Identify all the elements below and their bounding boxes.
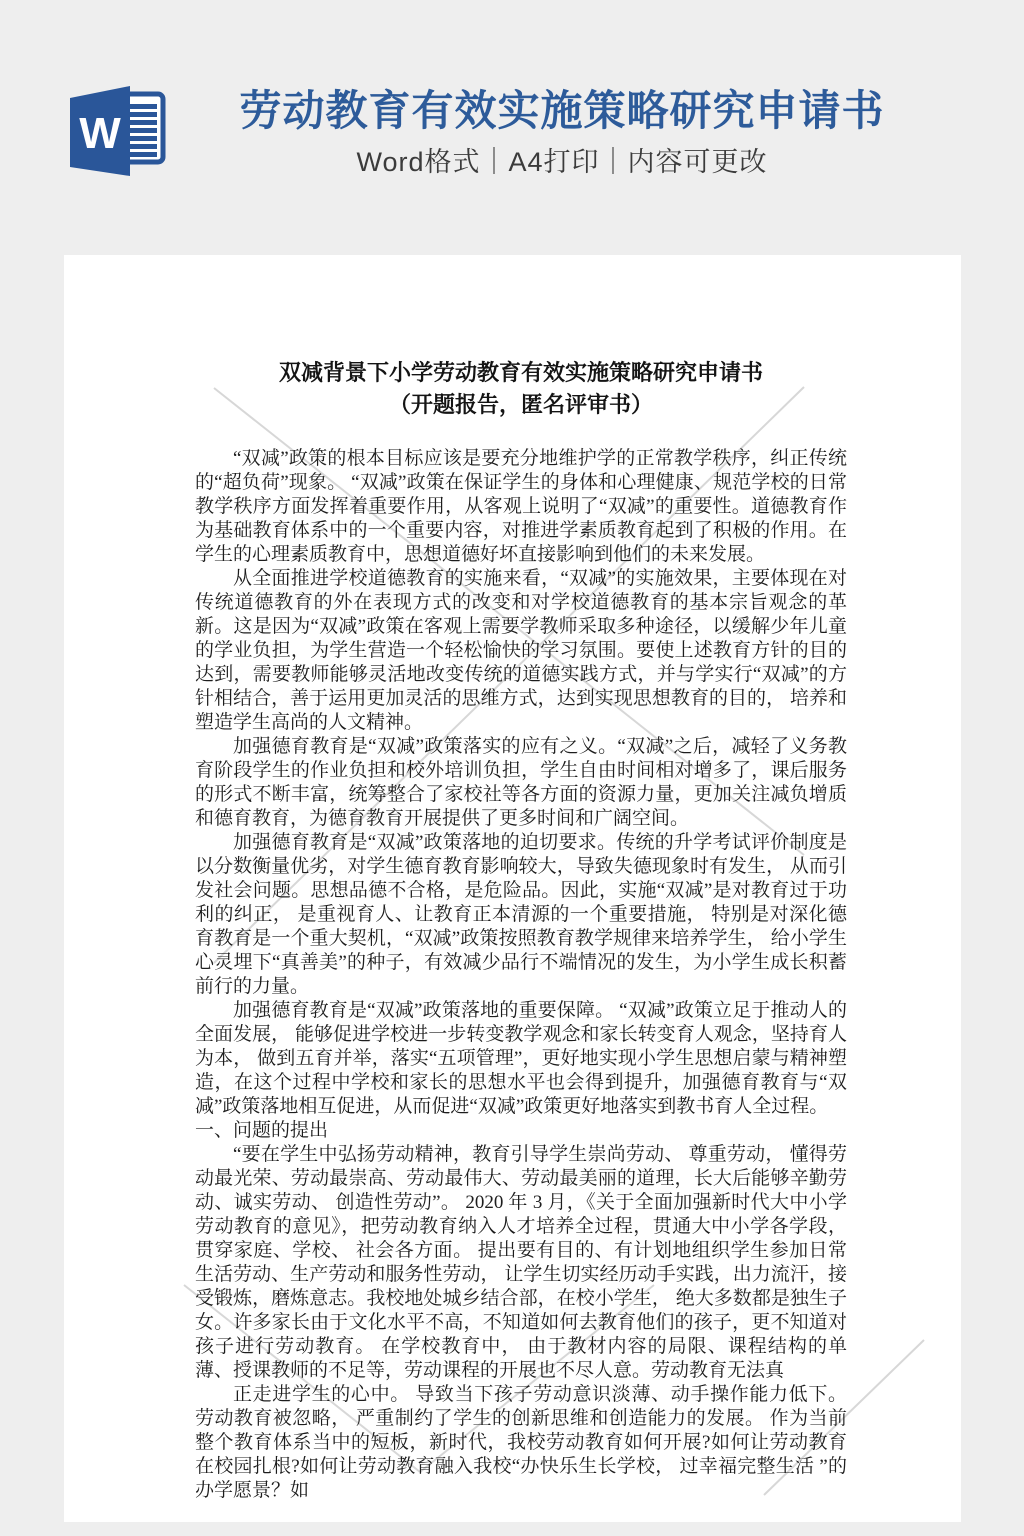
doc-paragraph: 加强德育教育是“双减”政策落地的迫切要求。传统的升学考试评价制度是以分数衡量优劣，对学生德育教育影响较大，导致失德现象时有发生， 从而引发社会问题。思想品德不合格，是危险品。因此，实施“双减”是对教育过于功利的纠正， 是重视育人、让教育正本清源的一个重要措施， 特别是对深化德育教育是一个重大契机，“双减”政策按照教育教学规律来培养学生， 给小学生心灵埋下“真善美”的种子，有效减少品行不端情况的发生，为小学生成长积蓄前行的力量。	[195, 832, 847, 997]
doc-paragraph: “要在学生中弘扬劳动精神，教育引导学生崇尚劳动、 尊重劳动， 懂得劳动最光荣、劳动最崇高、劳动最伟大、劳动最美丽的道理，长大后能够辛勤劳动、诚实劳动、 创造性劳动”。 2020 年 3 月，《关于全面加强新时代大中小学劳动教育的意见》，把劳动教育纳入人才培养全过程，贯通大中小学各学段，贯穿家庭、学校、 社会各方面。 提出要有目的、有计划地组织学生参加日常生活劳动、生产劳动和服务性劳动， 让学生切实经历动手实践，出力流汗，接受锻炼，磨炼意志。我校地处城乡结合部，在校小学生， 绝大多数都是独生子女。许多家长由于文化水平不高，不知道如何去教育他们的孩子，更不知道对孩子进行劳动教育。 在学校教育中， 由于教材内容的局限、课程结构的单薄、授课教师的不足等，劳动课程的开展也不尽人意。劳动教育无法真	[195, 1144, 847, 1381]
word-icon-letter: W	[79, 109, 121, 158]
document-body	[64, 255, 961, 1503]
header	[0, 0, 1024, 255]
page-subtitle: Word格式｜A4打印｜内容可更改	[356, 147, 768, 177]
doc-paragraph: 从全面推进学校道德教育的实施来看，“双减”的实施效果，主要体现在对传统道德教育的外在表现方式的改变和对学校道德教育的基本宗旨观念的革新。这是因为“双减”政策在客观上需要学教师采取多种途径，以缓解少年儿童的学业负担，为学生营造一个轻松愉快的学习氛围。要使上述教育方针的目的达到，需要教师能够灵活地改变传统的道德实践方式，并与学实行“双减”的方针相结合，善于运用更加灵活的思维方式，达到实现思想教育的目的， 培养和塑造学生高尚的人文精神。	[195, 568, 847, 733]
word-icon-graphic	[64, 79, 172, 187]
doc-paragraph: 加强德育教育是“双减”政策落地的重要保障。 “双减”政策立足于推动人的全面发展， 能够促进学校进一步转变教学观念和家长转变育人观念，坚持育人为本， 做到五育并举，落实“五项管理”，更好地实现小学生思想启蒙与精神塑造，在这个过程中学校和家长的思想水平也会得到提升，加强德育教育与“双减”政策落地相互促进，从而促进“双减”政策更好地落实到教书育人全过程。	[195, 1000, 847, 1117]
doc-paragraph: 加强德育教育是“双减”政策落实的应有之义。“双减”之后，减轻了义务教育阶段学生的作业负担和校外培训负担，学生自由时间相对增多了，课后服务的形式不断丰富，统筹整合了家校社等各方面的资源力量，更加关注减负增质和德育教育，为德育教育开展提供了更多时间和广阔空间。	[195, 736, 847, 829]
page-title: 劳动教育有效实施策略研究申请书	[239, 87, 885, 134]
doc-paragraph: “双减”政策的根本目标应该是要充分地维护学的正常教学秩序，纠正传统的“超负荷”现象。 “双减”政策在保证学生的身体和心理健康、规范学校的日常教学秩序方面发挥着重要作用，从客观上说明了“双减”的重要性。道德教育作为基础教育体系中的一个重要内容，对推进学素质教育起到了积极的作用。在学生的心理素质教育中，思想道德好坏直接影响到他们的未来发展。	[195, 448, 847, 565]
word-icon	[64, 79, 172, 187]
doc-section-heading: 一、问题的提出	[195, 1120, 329, 1141]
doc-paragraph: 正走进学生的心中。 导致当下孩子劳动意识淡薄、动手操作能力低下。 劳动教育被忽略， 严重制约了学生的创新思维和创造能力的发展。 作为当前整个教育体系当中的短板，新时代，我校劳动教育如何开展?如何让劳动教育在校园扎根?如何让劳动教育融入我校“办快乐生长学校， 过幸福完整生活 ”的办学愿景？如	[195, 1384, 847, 1501]
doc-subtitle: （开题报告，匿名评审书）	[388, 392, 653, 417]
header-text-block	[239, 86, 884, 178]
doc-title: 双减背景下小学劳动教育有效实施策略研究申请书	[278, 360, 763, 385]
document-preview-sheet	[64, 255, 961, 1522]
